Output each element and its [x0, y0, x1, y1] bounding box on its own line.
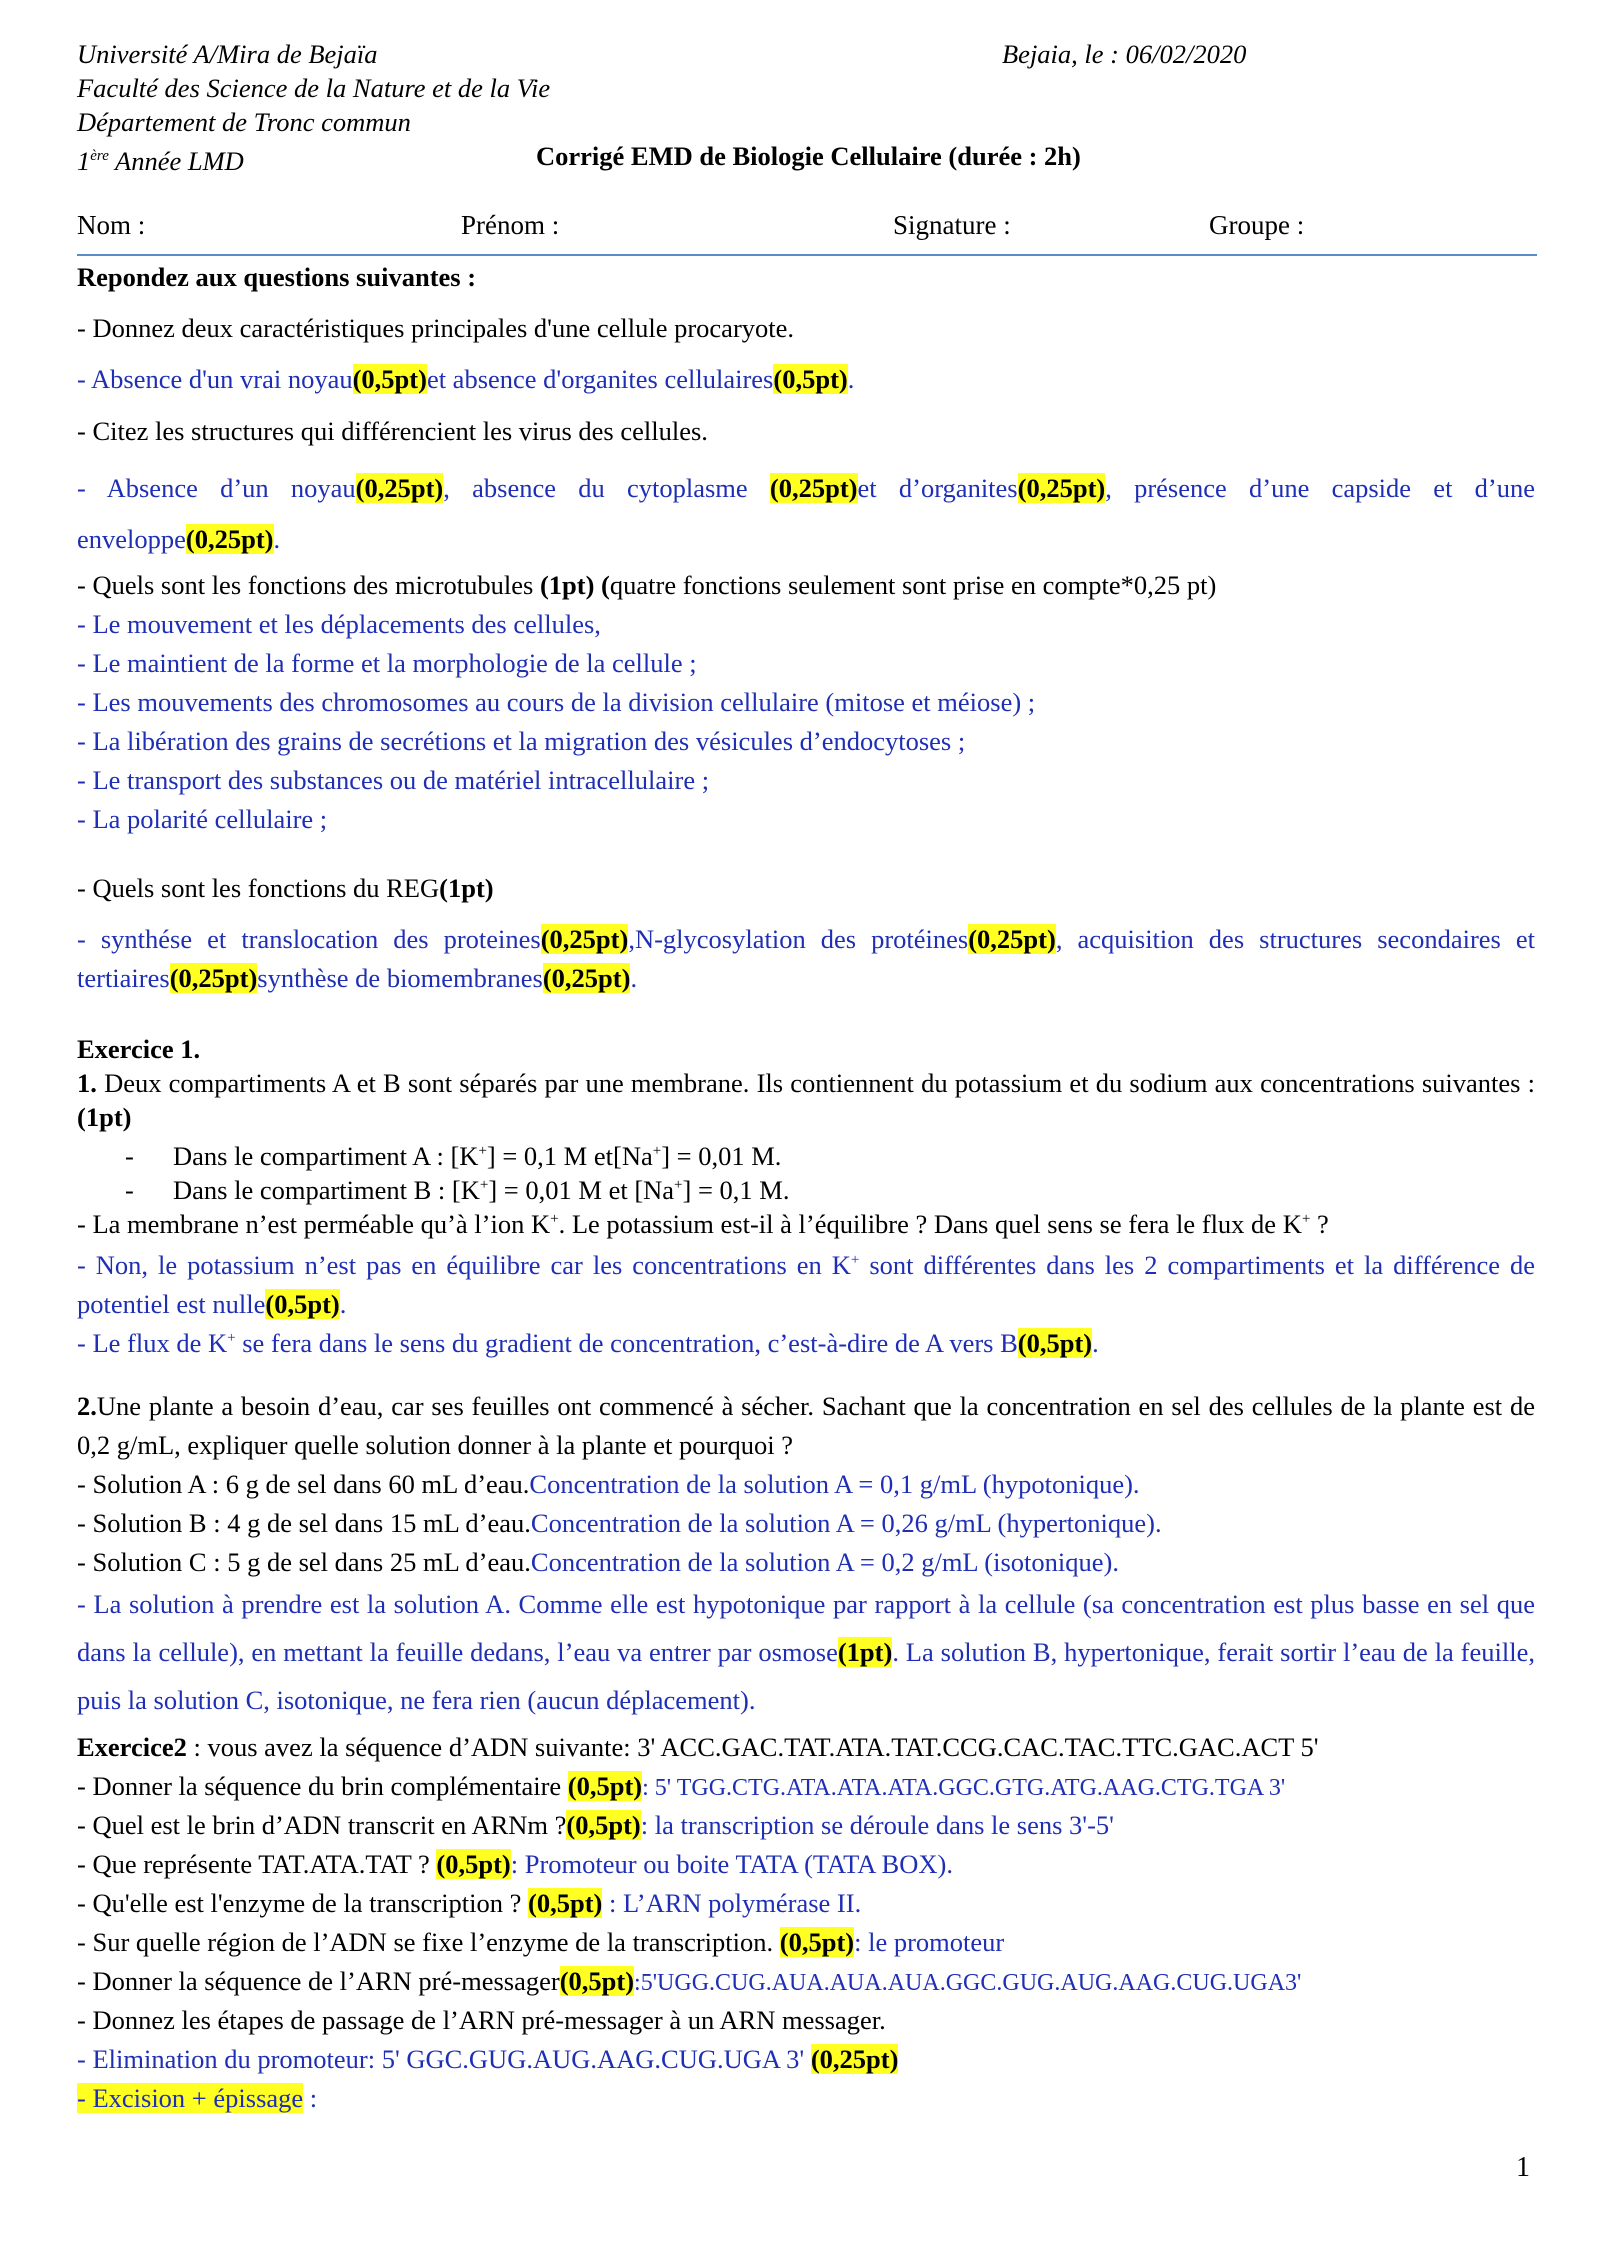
- excision-splicing: - Excision + épissage :: [77, 2083, 318, 2113]
- field-groupe: Groupe :: [1209, 210, 1305, 240]
- exercise-2-line-1: - Donner la séquence du brin complémentaire (0,5pt): 5' TGG.CTG.ATA.ATA.ATA.GGC.GTG.ATG.AAG.CTG.TGA 3': [77, 1771, 1286, 1801]
- exam-title: Corrigé EMD de Biologie Cellulaire (durée : 2h): [536, 141, 1081, 171]
- question-1: - Donnez deux caractéristiques principales d'une cellule procaryote.: [77, 313, 795, 343]
- points-badge: (0,25pt): [968, 924, 1056, 954]
- header-year: 1ère Année LMD: [77, 145, 244, 176]
- compartment-a: - Dans le compartiment A : [K+] = 0,1 M et[Na+] = 0,01 M.: [125, 1140, 782, 1171]
- points-badge: (0,5pt): [1017, 1327, 1093, 1358]
- field-nom: Nom :: [77, 210, 146, 240]
- compartment-b: - Dans le compartiment B : [K+] = 0,01 M et [Na+] = 0,1 M.: [125, 1174, 790, 1205]
- points-badge: (1pt): [837, 1637, 893, 1667]
- exercise-2-line-6: - Donner la séquence de l’ARN pré-messager(0,5pt):5'UGG.CUG.AUA.AUA.AUA.GGC.GUG.AUG.AAG.CUG.UGA3': [77, 1966, 1302, 1996]
- points-badge: (0,25pt): [1017, 473, 1106, 503]
- answer-4: - synthése et translocation des proteines(0,25pt),N-glycosylation des protéines(0,25pt), acquisition des structures secondaires et tertiaires(0,25pt)synthèse de biomembranes(0,25pt).: [77, 924, 1535, 993]
- exercise-2-steps-question: - Donnez les étapes de passage de l’ARN pré-messager à un ARN messager.: [77, 2005, 886, 2035]
- exercise-1-title: Exercice 1.: [77, 1034, 201, 1064]
- exercise-1-question: - La membrane n’est perméable qu’à l’ion K+. Le potassium est-il à l’équilibre ? Dans quel sens se fera le flux de K+ ?: [77, 1208, 1329, 1239]
- answer-2: - Absence d’un noyau(0,25pt), absence du cytoplasme (0,25pt)et d’organites(0,25pt), présence d’une capside et d’une enveloppe(0,25pt).: [77, 473, 1536, 554]
- points-badge: (0,25pt): [542, 963, 631, 993]
- points-badge: (0,5pt): [436, 1849, 511, 1879]
- header-department: Département de Tronc commun: [77, 107, 411, 137]
- list-item: - Les mouvements des chromosomes au cours de la division cellulaire (mitose et méiose) ;: [77, 687, 1036, 717]
- list-item: - La polarité cellulaire ;: [77, 804, 328, 834]
- solution-c: - Solution C : 5 g de sel dans 25 mL d’eau.Concentration de la solution A = 0,2 g/mL (isotonique).: [77, 1547, 1119, 1577]
- exercise-1-answer-2: - Le flux de K+ se fera dans le sens du gradient de concentration, c’est-à-dire de A vers B(0,5pt).: [77, 1327, 1099, 1358]
- question-4: - Quels sont les fonctions du REG(1pt): [77, 873, 494, 903]
- solution-b: - Solution B : 4 g de sel dans 15 mL d’eau.Concentration de la solution A = 0,26 g/mL (hypertonique).: [77, 1508, 1162, 1538]
- points-badge: (0,5pt): [528, 1888, 603, 1918]
- points-badge: (0,25pt): [810, 2044, 899, 2074]
- exercise-2-line-2: - Quel est le brin d’ADN transcrit en ARNm ?(0,5pt): la transcription se déroule dans le sens 3'-5': [77, 1810, 1114, 1840]
- header-divider: [77, 254, 1537, 256]
- exercise-1-2-statement: 2.Une plante a besoin d’eau, car ses feuilles ont commencé à sécher. Sachant que la concentration en sel des cellules de la plante est de 0,2 g/mL, expliquer quelle solution donner à la plante et pourquoi ?: [77, 1391, 1535, 1460]
- question-2: - Citez les structures qui différencient les virus des cellules.: [77, 416, 708, 446]
- list-item: - Le maintient de la forme et la morphologie de la cellule ;: [77, 648, 697, 678]
- header-place-date: Bejaia, le : 06/02/2020: [1002, 39, 1247, 69]
- points-badge: (0,5pt): [352, 364, 427, 394]
- promoter-elimination: - Elimination du promoteur: 5' GGC.GUG.AUG.AAG.CUG.UGA 3' (0,25pt): [77, 2044, 899, 2074]
- points-badge: (0,5pt): [559, 1966, 635, 1996]
- exercise-2-line-3: - Que représente TAT.ATA.TAT ? (0,5pt): Promoteur ou boite TATA (TATA BOX).: [77, 1849, 953, 1879]
- points-badge: (0,25pt): [169, 963, 258, 993]
- exercise-2-line-4: - Qu'elle est l'enzyme de la transcription ? (0,5pt) : L’ARN polymérase II.: [77, 1888, 862, 1918]
- instructions: Repondez aux questions suivantes :: [77, 262, 477, 292]
- points-badge: (0,5pt): [566, 1810, 641, 1840]
- points-badge: (0,5pt): [567, 1771, 643, 1801]
- points-badge: (0,5pt): [773, 364, 848, 394]
- question-3: - Quels sont les fonctions des microtubules (1pt) (quatre fonctions seulement sont prise en compte*0,25 pt): [77, 570, 1217, 600]
- exercise-2-line-5: - Sur quelle région de l’ADN se fixe l’enzyme de la transcription. (0,5pt): le promoteur: [77, 1927, 1005, 1957]
- list-item: - La libération des grains de secrétions et la migration des vésicules d’endocytoses ;: [77, 726, 966, 756]
- points-badge: (0,25pt): [355, 473, 444, 503]
- header-faculty: Faculté des Science de la Nature et de la Vie: [77, 73, 551, 103]
- list-item: - Le mouvement et les déplacements des cellules,: [77, 609, 601, 639]
- list-item: - Le transport des substances ou de matériel intracellulaire ;: [77, 765, 710, 795]
- answer-1: - Absence d'un vrai noyau(0,5pt)et absence d'organites cellulaires(0,5pt).: [77, 364, 855, 394]
- exercise-1-2-answer: - La solution à prendre est la solution A. Comme elle est hypotonique par rapport à la cellule (sa concentration est plus basse en sel que dans la cellule), en mettant la feuille dedans, l’eau va entrer par osmose(1pt). La solution B, hypertonique, ferait sortir l’eau de la feuille, puis la solution C, isotonique, ne fera rien (aucun déplacement).: [77, 1589, 1535, 1715]
- points-badge: (0,5pt): [779, 1927, 855, 1957]
- header-university: Université A/Mira de Bejaïa: [77, 39, 378, 69]
- answer-3-list: [77, 605, 1535, 839]
- field-prenom: Prénom :: [461, 210, 560, 240]
- points-badge: (0,25pt): [540, 924, 629, 954]
- page-number: 1: [1516, 2152, 1530, 2183]
- points-badge: (0,25pt): [769, 473, 858, 503]
- points-badge: (0,25pt): [185, 524, 274, 554]
- points-badge: (0,5pt): [265, 1288, 340, 1319]
- exercise-1-answer-1: - Non, le potassium n’est pas en équilibre car les concentrations en K+ sont différentes dans les 2 compartiments et la différence de potentiel est nulle(0,5pt).: [77, 1249, 1535, 1319]
- exercise-1-statement: 1. Deux compartiments A et B sont séparés par une membrane. Ils contiennent du potassium et du sodium aux concentrations suivantes : (1pt): [77, 1068, 1535, 1132]
- solution-a: - Solution A : 6 g de sel dans 60 mL d’eau.Concentration de la solution A = 0,1 g/mL (hypotonique).: [77, 1469, 1140, 1499]
- field-signature: Signature :: [893, 210, 1011, 240]
- exercise-2-statement: Exercice2 : vous avez la séquence d’ADN suivante: 3' ACC.GAC.TAT.ATA.TAT.CCG.CAC.TAC.TTC.GAC.ACT 5': [77, 1732, 1319, 1762]
